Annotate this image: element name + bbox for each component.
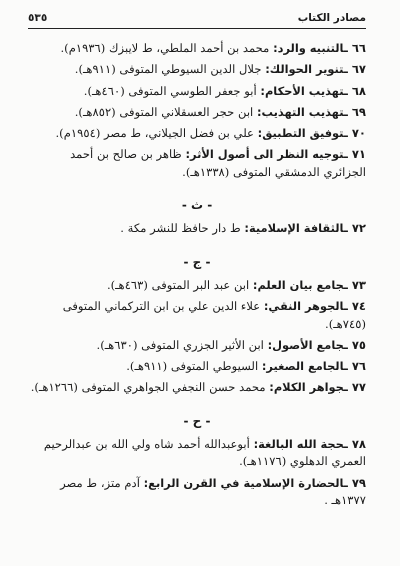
bibliography-entry: [28, 83, 366, 100]
bibliography-group: [28, 197, 366, 238]
entry-number: ٧٢ ـ: [343, 221, 366, 236]
entry-title: جامع الأصول:: [267, 337, 344, 352]
bibliography-entry: [28, 104, 366, 121]
bibliography-entry: [28, 61, 366, 78]
bibliography-entry: [28, 220, 366, 237]
entry-number: ٧٩ ـ: [343, 475, 366, 490]
bibliography-entry: [28, 298, 366, 333]
entry-title: توجيه النظر الى أصول الأثر:: [185, 147, 344, 162]
entry-title: تهذيب التهذيب:: [256, 104, 344, 119]
entry-number: ٧٣ ـ: [343, 277, 366, 292]
bibliography-group: [28, 254, 366, 397]
entry-details: ابن حجر العسقلاني المتوفى (٨٥٢هـ).: [74, 104, 257, 119]
entry-number: ٧٦ ـ: [343, 359, 366, 374]
entry-details: علاء الدين علي بن ابن التركماني المتوفى (٧٤٥هـ).: [62, 299, 366, 331]
bibliography-list: [28, 40, 366, 513]
entry-details: ظاهر بن صالح بن أحمد الجزائري الدمشقي المتوفى (١٣٣٨هـ).: [70, 147, 366, 179]
entry-details: السيوطي المتوفى (٩١١هـ).: [126, 359, 262, 374]
entry-title: توفيق التطبيق:: [257, 126, 344, 141]
entry-details: أبوعبدالله أحمد شاه ولي الله بن عبدالرحيم العمري الدهلوي (١١٧٦هـ).: [43, 437, 366, 469]
letter-heading: - ج -: [183, 254, 211, 269]
bibliography-group: [28, 413, 366, 509]
entry-details: محمد حسن النجفي الجواهري المتوفى (١٢٦٦هـ).: [30, 380, 270, 395]
entry-details: علي بن فضل الجيلاني، ط مصر (١٩٥٤م).: [55, 126, 258, 141]
bibliography-entry: [28, 125, 366, 142]
entry-number: ٧١ ـ: [343, 147, 366, 162]
entry-details: محمد بن أحمد الملطي، ط لايبزك (١٩٣٦م).: [60, 41, 274, 55]
entry-details: آدم متز، ط مصر ١٣٧٧هـ .: [60, 475, 366, 507]
entry-details: أبو جعفر الطوسي المتوفى (٤٦٠هـ).: [83, 83, 261, 98]
entry-title: الثقافة الإسلامية:: [244, 221, 344, 236]
entry-details: جلال الدين السيوطي المتوفى (٩١١هـ).: [74, 62, 266, 77]
bibliography-entry: [28, 277, 366, 294]
running-title: مصادر الكتاب: [297, 12, 366, 24]
letter-heading: - ث -: [181, 198, 213, 213]
entry-number: ٧٧ ـ: [343, 380, 366, 395]
entry-number: ٦٩ ـ: [343, 104, 366, 119]
entry-number: ٧٥ ـ: [343, 337, 366, 352]
entry-number: ٧٠ ـ: [343, 126, 366, 141]
bibliography-entry: [28, 436, 366, 471]
entry-number: ٦٧ ـ: [343, 62, 366, 77]
entry-details: ط دار حافظ للنشر مكة .: [120, 221, 245, 236]
entry-number: ٦٨ ـ: [343, 83, 366, 98]
entry-title: الجامع الصغير:: [261, 359, 344, 374]
bibliography-group: [28, 40, 366, 181]
entry-title: تهذيب الأحكام:: [260, 83, 344, 98]
entry-number: ٧٨ ـ: [343, 437, 366, 452]
running-header: [28, 12, 366, 29]
bibliography-entry: [28, 358, 366, 375]
page-number: ٥٣٥: [28, 12, 48, 24]
entry-title: الحضارة الإسلامية في القرن الرابع:: [143, 475, 344, 490]
bibliography-entry: [28, 475, 366, 510]
bibliography-entry: [28, 146, 366, 181]
entry-number: ٦٦ ـ: [343, 41, 366, 55]
entry-details: ابن الأثير الجزري المتوفى (٦٣٠هـ).: [96, 337, 268, 352]
entry-details: ابن عبد البر المتوفى (٤٦٣هـ).: [106, 277, 253, 292]
entry-title: الجوهر النقي:: [263, 299, 344, 314]
entry-title: حجة الله البالغة:: [253, 437, 344, 452]
entry-number: ٧٤ ـ: [343, 299, 366, 314]
bibliography-entry: [28, 337, 366, 354]
bibliography-entry: [28, 379, 366, 396]
entry-title: تنوير الحوالك:: [265, 62, 344, 77]
entry-title: جامع بيان العلم:: [252, 277, 344, 292]
letter-heading: - ح -: [183, 413, 211, 428]
entry-title: التنبيه والرد:: [273, 41, 344, 55]
bibliography-entry: [28, 40, 366, 57]
entry-title: جواهر الكلام:: [269, 380, 344, 395]
